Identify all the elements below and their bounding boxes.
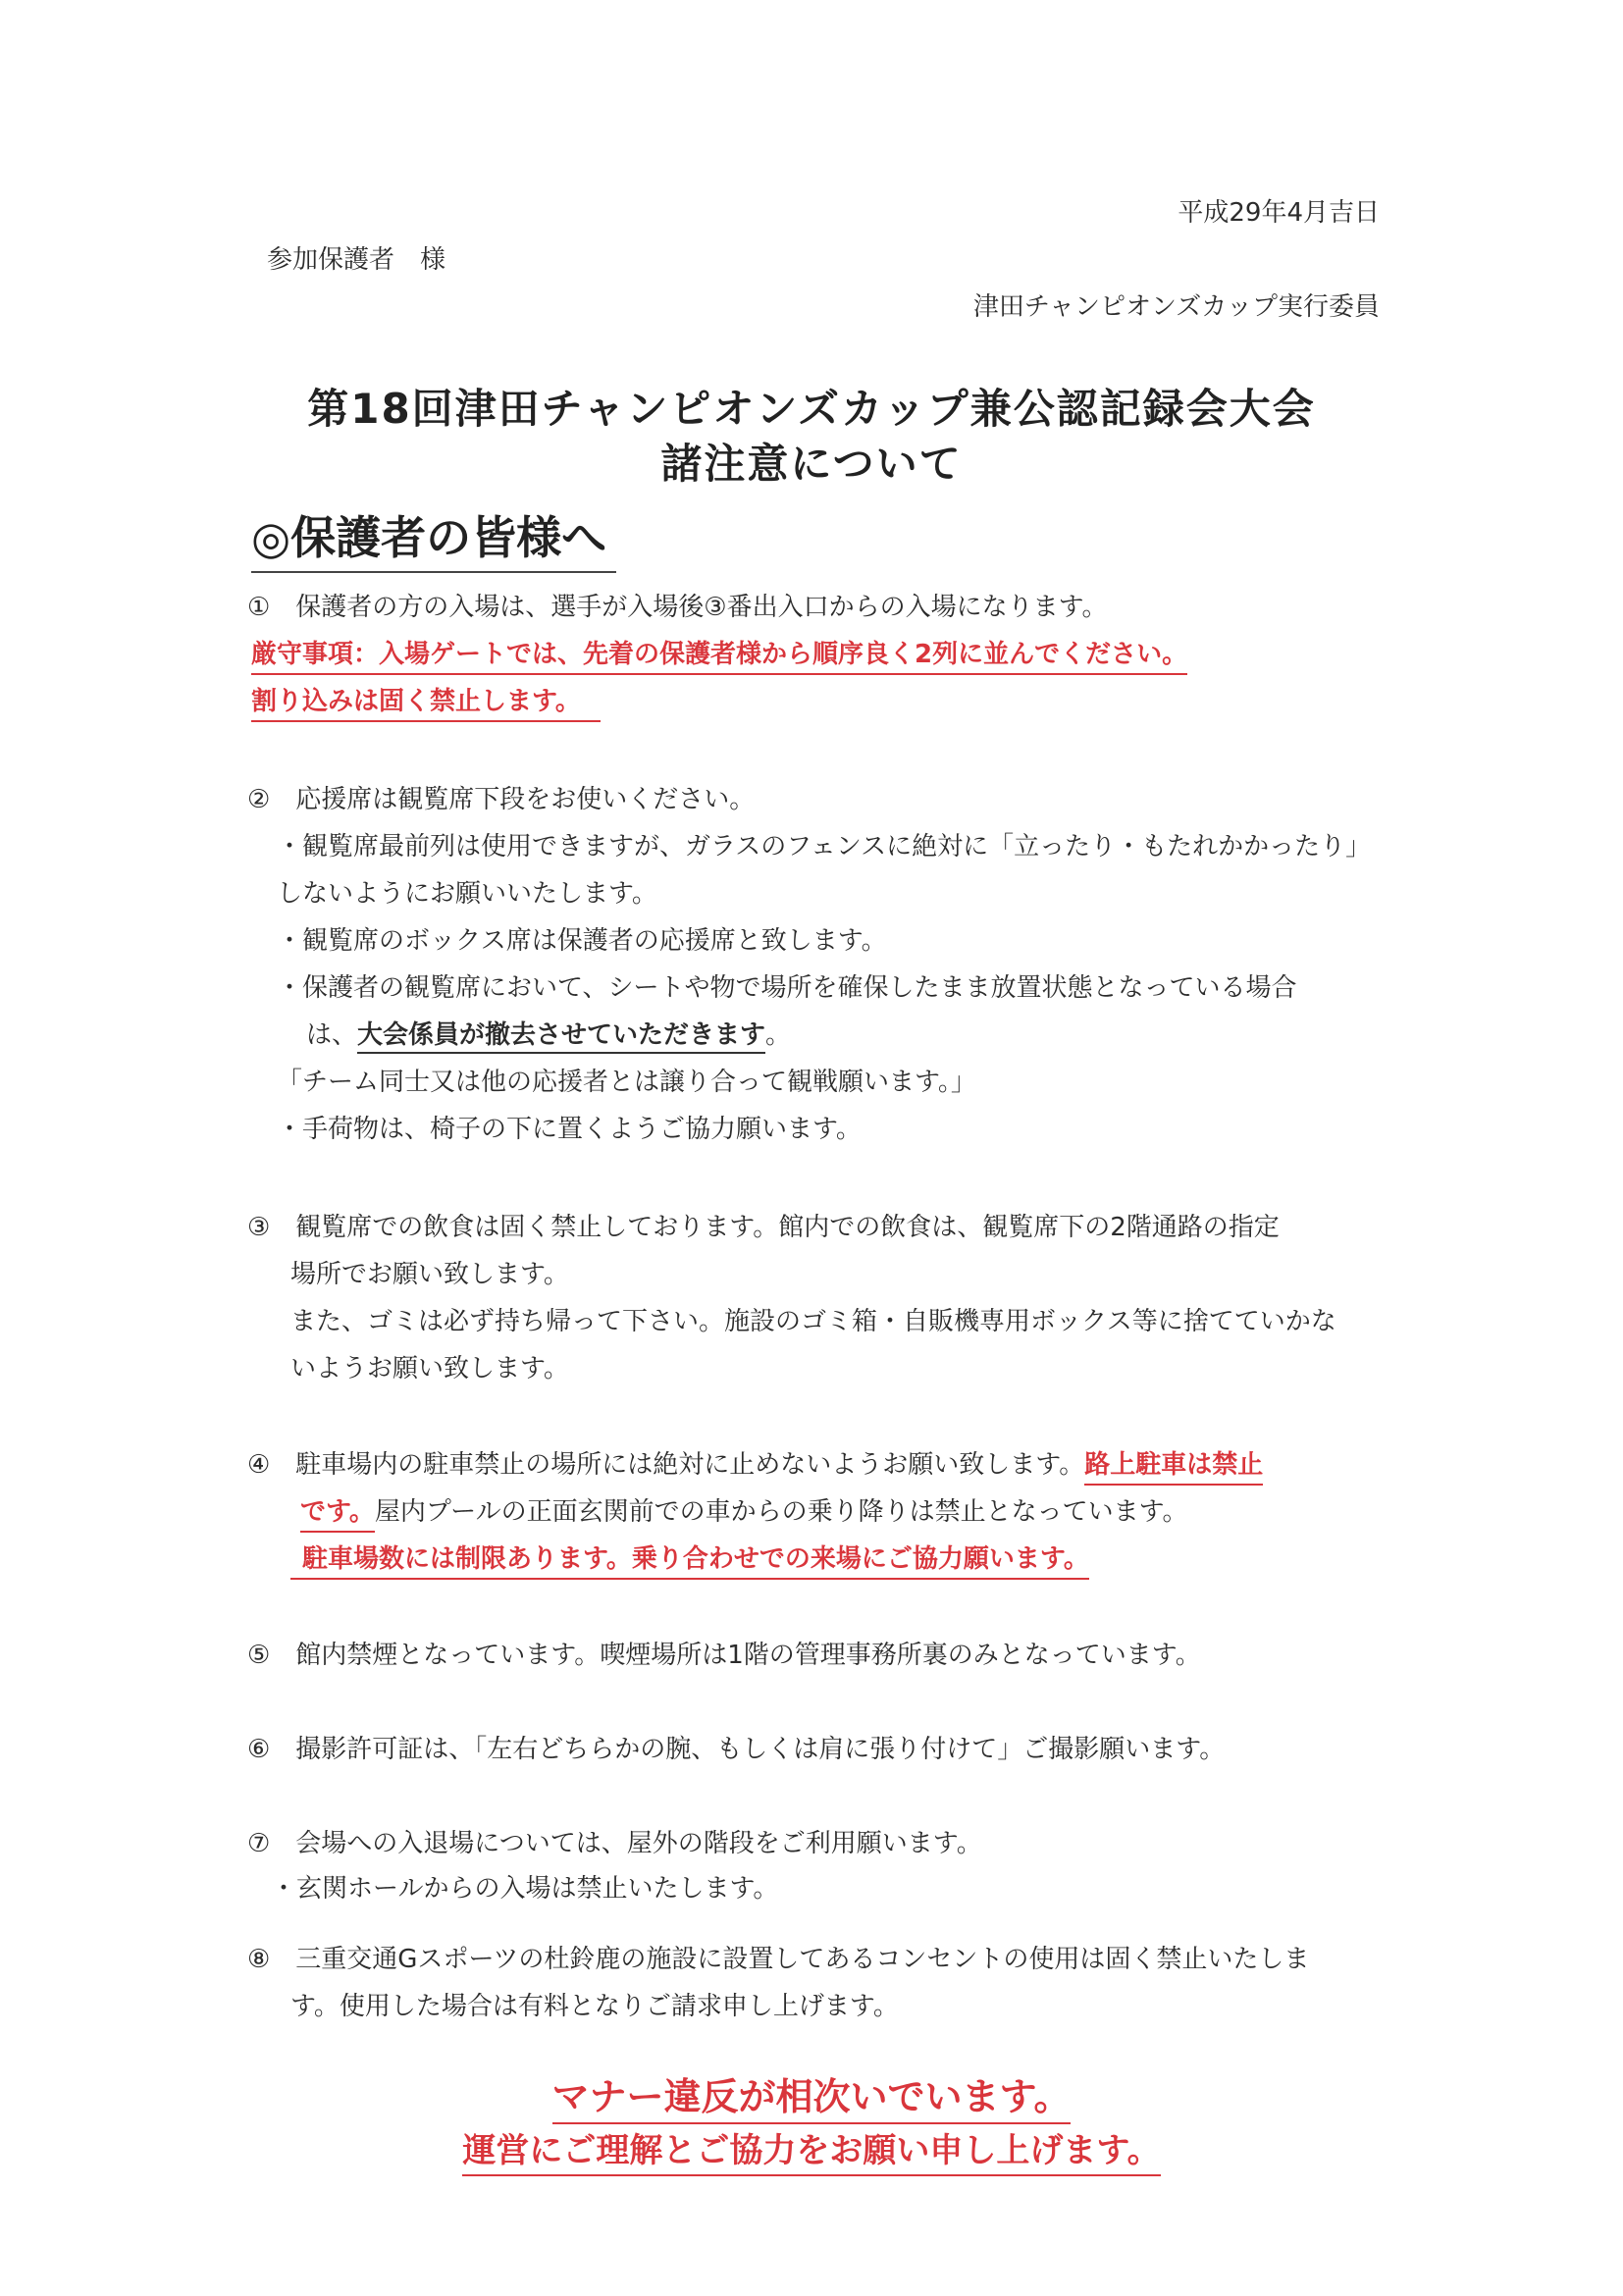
section-heading: ◎保護者の皆様へ — [251, 502, 616, 573]
sender: 津田チャンピオンズカップ実行委員 — [972, 292, 1380, 322]
item-4-line1 — [247, 1444, 1263, 1481]
item-2-line2: ・観覧席最前列は使用できますが、ガラスのフェンスに絶対に「立ったり・もたれかかったり」 — [277, 832, 1372, 861]
street-parking-warning-cont: です。 — [300, 1497, 375, 1533]
document-title-line2: 諸注意について — [660, 440, 963, 488]
item-3-line2: 場所でお願い致します。 — [290, 1260, 569, 1289]
closing-line1: マナー違反が相次いでいます。 — [552, 2075, 1072, 2124]
item-2-line8: ・手荷物は、椅子の下に置くようご協力願います。 — [277, 1115, 862, 1144]
item-1-red-line1: 厳守事項：入場ゲートでは、先着の保護者様から順序良く2列に並んでください。 — [251, 640, 1187, 675]
item-1-red-line2: 割り込みは固く禁止します。 — [251, 687, 601, 722]
item-3-line3: また、ゴミは必ず持ち帰って下さい。施設のゴミ箱・自販機専用ボックス等に捨てていかな — [290, 1307, 1336, 1336]
item-1-line1: ① 保護者の方の入場は、選手が入場後③番出入口からの入場になります。 — [247, 593, 1108, 622]
item-3-line1: ③ 観覧席での飲食は固く禁止しております。館内での飲食は、観覧席下の2階通路の指定 — [247, 1213, 1280, 1242]
item-2-line6-post: 。 — [765, 1020, 792, 1050]
recipient: 参加保護者 様 — [267, 245, 446, 275]
item-5-line: ⑤ 館内禁煙となっています。喫煙場所は1階の管理事務所裏のみとなっています。 — [247, 1641, 1201, 1670]
item-2-line7: 「チーム同士又は他の応援者とは譲り合って観戦願います。」 — [277, 1068, 976, 1097]
item-7-line2: ・玄関ホールからの入場は禁止いたします。 — [271, 1874, 779, 1904]
staff-removal-notice: 大会係員が撤去させていただきます — [357, 1020, 765, 1054]
item-8-line2: す。使用した場合は有料となりご請求申し上げます。 — [290, 1992, 899, 2021]
item-2-line1: ② 応援席は観覧席下段をお使いください。 — [247, 785, 756, 814]
item-3-line4: いようお願い致します。 — [290, 1354, 569, 1383]
item-2-line4: ・観覧席のボックス席は保護者の応援席と致します。 — [277, 926, 887, 956]
item-4-line2 — [300, 1491, 1188, 1528]
item-8-line1: ⑧ 三重交通Gスポーツの杜鈴鹿の施設に設置してあるコンセントの使用は固く禁止いたしま — [247, 1945, 1310, 1974]
parking-limit-notice: 駐車場数には制限あります。乗り合わせでの来場にご協力願います。 — [290, 1544, 1089, 1580]
item-6-line: ⑥ 撮影許可証は、「左右どちらかの腕、もしくは肩に張り付けて」ご撮影願います。 — [247, 1735, 1226, 1764]
item-4-line2-text: 屋内プールの正面玄関前での車からの乗り降りは禁止となっています。 — [374, 1497, 1188, 1527]
document-title-line1: 第18回津田チャンピオンズカップ兼公認記録会大会 — [307, 385, 1316, 433]
item-7-line1: ⑦ 会場への入退場については、屋外の階段をご利用願います。 — [247, 1829, 982, 1858]
item-4-line1-text: ④ 駐車場内の駐車禁止の場所には絶対に止めないようお願い致します。 — [247, 1450, 1085, 1480]
item-2-line5: ・保護者の観覧席において、シートや物で場所を確保したまま放置状態となっている場合 — [277, 973, 1297, 1003]
item-2-line6 — [306, 1015, 791, 1051]
item-2-line6-pre: は、 — [306, 1020, 358, 1050]
date: 平成29年4月吉日 — [1178, 198, 1380, 228]
closing-line2: 運営にご理解とご協力をお願い申し上げます。 — [462, 2131, 1160, 2176]
street-parking-warning: 路上駐車は禁止 — [1084, 1450, 1263, 1486]
item-2-line3: しないようにお願いいたします。 — [277, 879, 657, 909]
